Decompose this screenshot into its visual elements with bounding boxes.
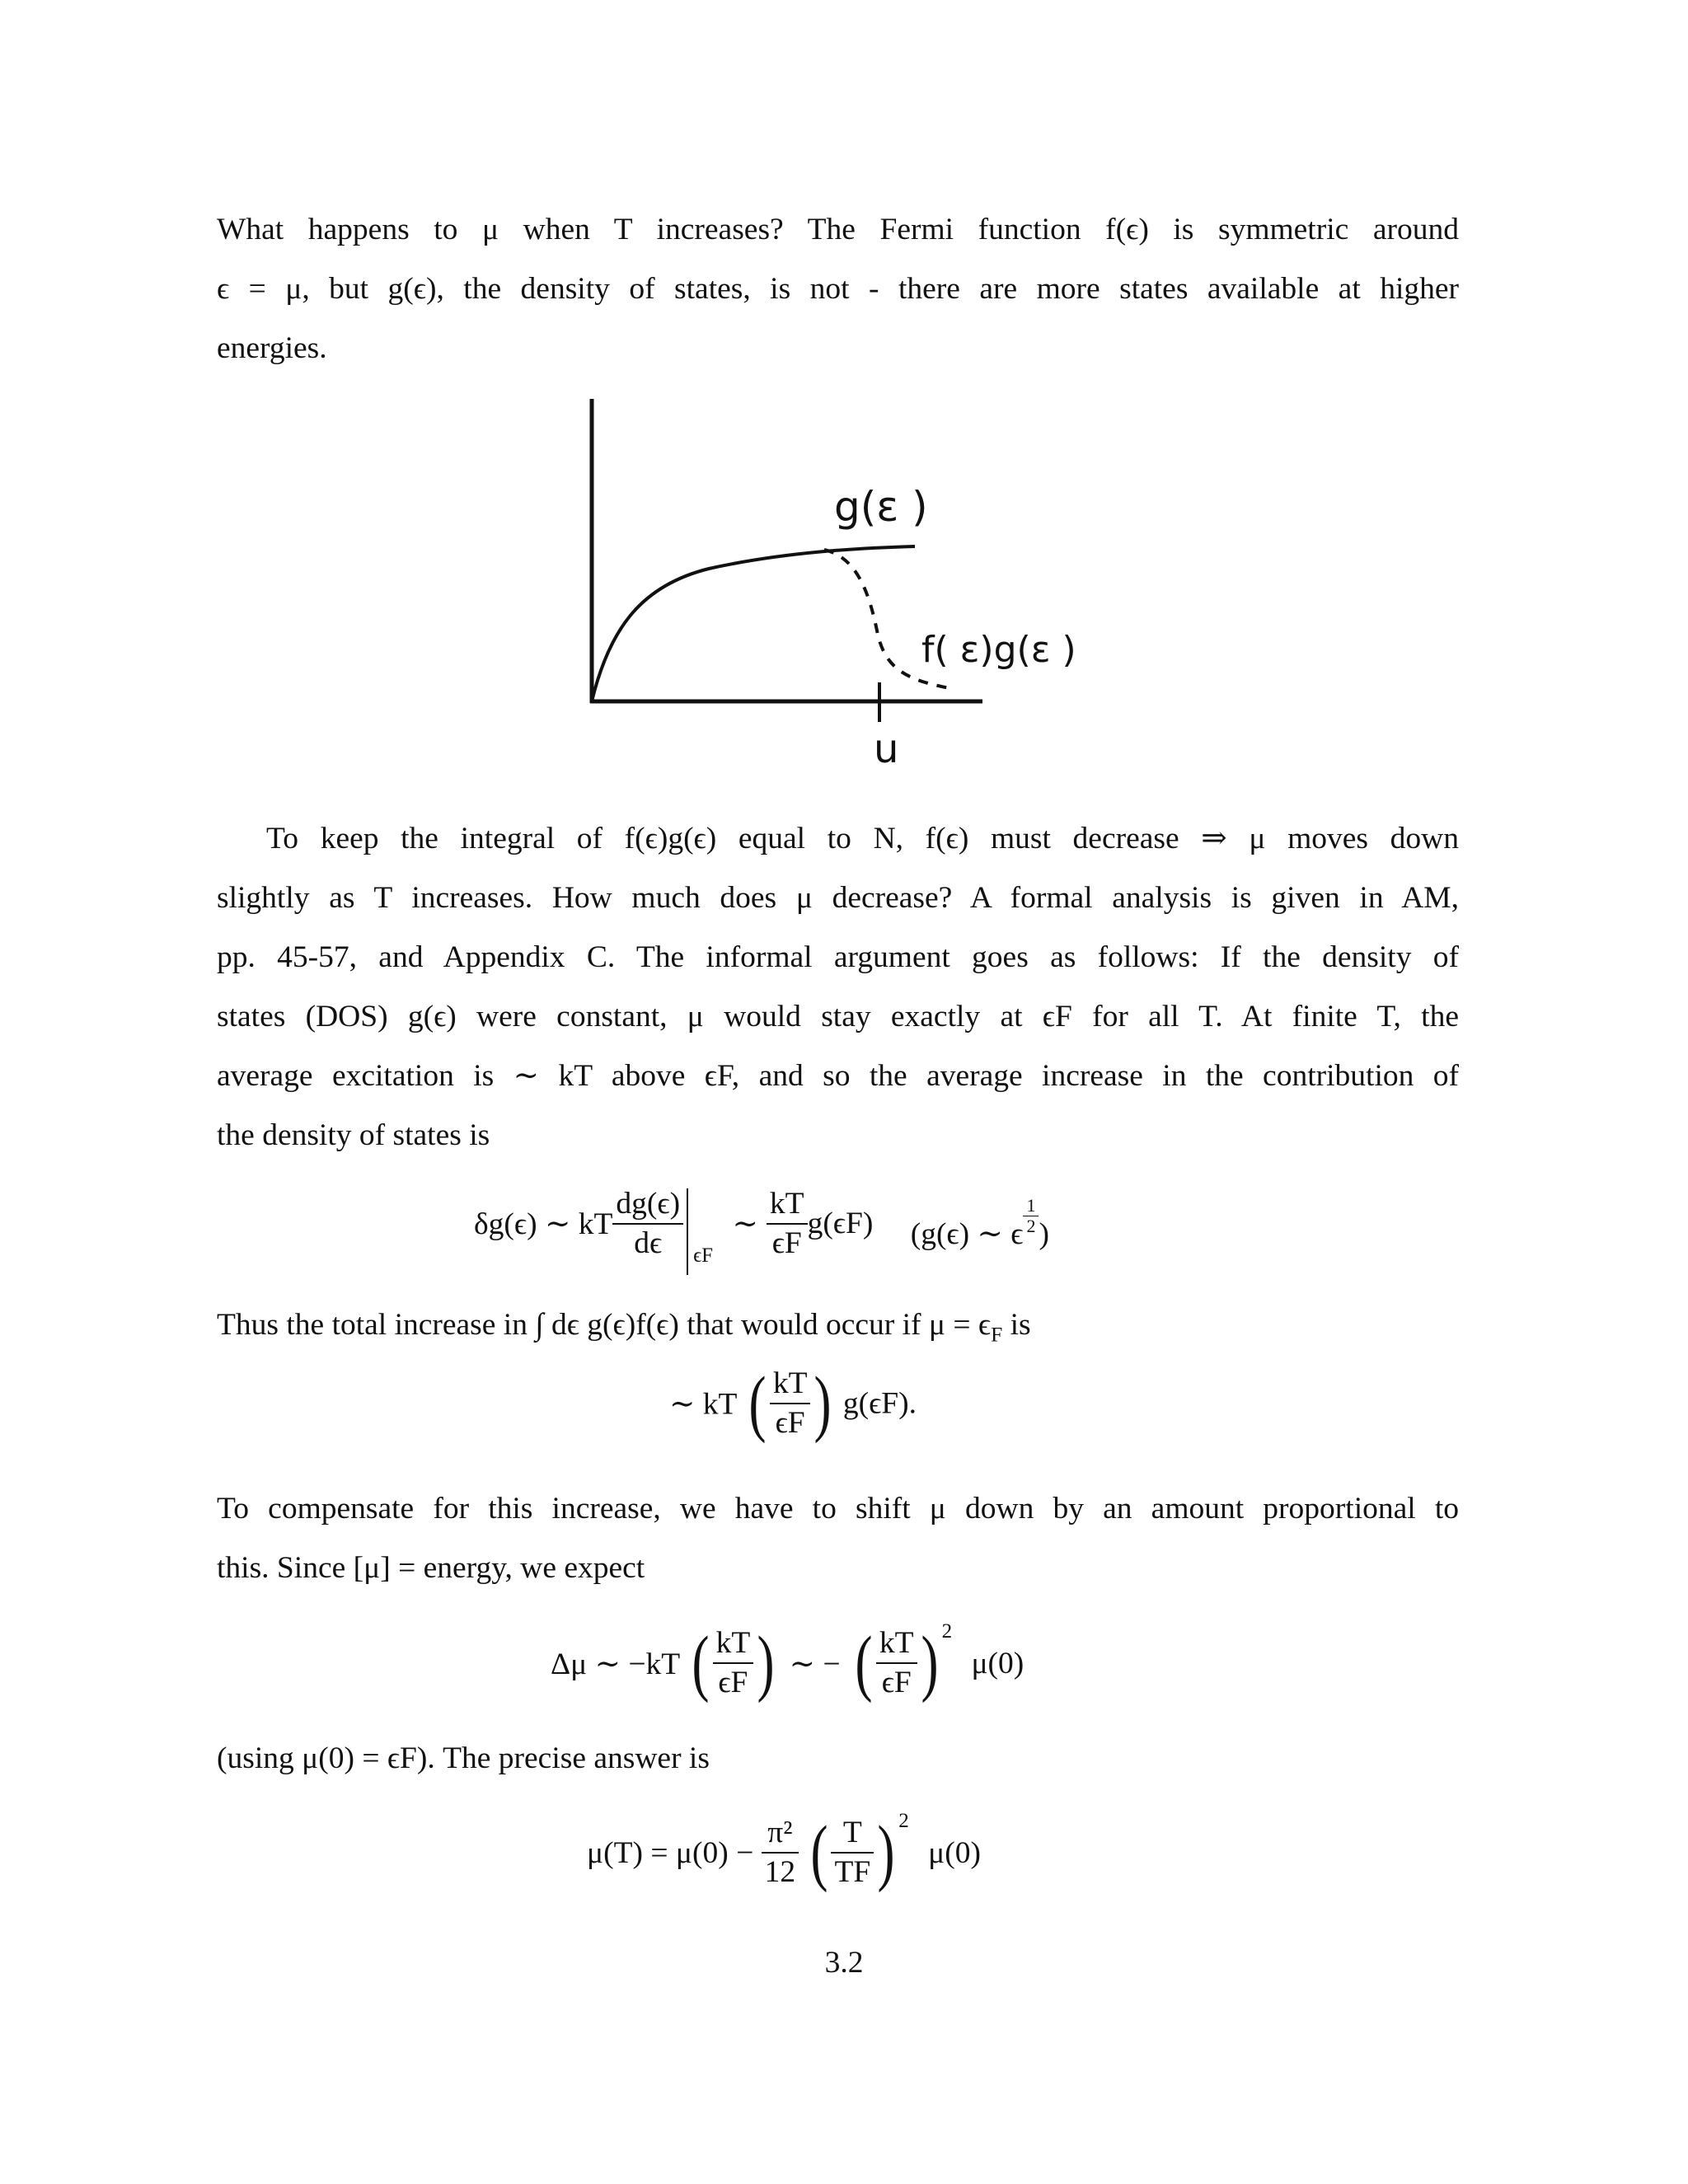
eq1-kden: ϵF xyxy=(771,1226,802,1260)
eq3-rparen: ) xyxy=(757,1622,775,1704)
eq1-note-close: ) xyxy=(1039,1216,1049,1251)
equation-delta-mu xyxy=(551,1620,1024,1702)
eq4-pre: μ(T) = μ(0) − xyxy=(587,1835,754,1870)
eq1-note xyxy=(910,1194,1049,1251)
g-curve xyxy=(592,546,915,701)
eq1-dden: dϵ xyxy=(634,1226,663,1260)
eq4-den: 12 xyxy=(764,1855,796,1890)
g-label: g(ε ) xyxy=(834,483,928,531)
equation-total-increase xyxy=(669,1362,917,1444)
text-line: ϵ = μ, but g(ϵ), the density of states, is not - there are more states available at higher xyxy=(217,272,1459,306)
eval-bar xyxy=(687,1188,688,1275)
eq2-num: kT xyxy=(770,1365,811,1404)
eq3-pre: Δμ ∼ −kT xyxy=(551,1647,681,1681)
para5-text: (using μ(0) = ϵF). The precise answer is xyxy=(217,1741,710,1775)
eq2-pre: ∼ kT xyxy=(669,1387,738,1422)
eq4-rparen: ) xyxy=(877,1811,895,1894)
paragraph-compensate xyxy=(217,1479,1459,1598)
text-line: What happens to μ when T increases? The Fermi function f(ϵ) is symmetric around xyxy=(217,213,1459,246)
eq3-num2: kT xyxy=(876,1624,917,1664)
eq1-tail: g(ϵF) xyxy=(807,1207,874,1240)
eq3-frac2 xyxy=(876,1624,917,1702)
eq3-den2: ϵF xyxy=(881,1666,912,1700)
paragraph-argument xyxy=(217,809,1459,1165)
eq2-rparen: ) xyxy=(814,1362,832,1444)
eq4-num: π² xyxy=(762,1814,799,1854)
eq3-num: kT xyxy=(713,1624,754,1664)
eq4-exp: 2 xyxy=(898,1810,909,1832)
eq1-dnum: dg(ϵ) xyxy=(612,1185,683,1225)
eq4-den2: TF xyxy=(834,1855,871,1890)
text-line: average excitation is ∼ kT above ϵF, and so the average increase in the contribution of xyxy=(217,1059,1459,1093)
eq3-rparen2: ) xyxy=(921,1622,939,1704)
eq3-lparen2: ( xyxy=(855,1622,873,1704)
eq1-eval-sub: ϵF xyxy=(693,1244,714,1268)
eq1-lhs: δg(ϵ) ∼ kT xyxy=(474,1207,613,1241)
text-line: this. Since [μ] = energy, we expect xyxy=(217,1551,645,1585)
mu-label: u xyxy=(874,726,899,772)
eq1-exp xyxy=(1023,1196,1039,1236)
eq4-num2: T xyxy=(831,1814,874,1854)
eq3-lparen: ( xyxy=(692,1622,710,1704)
eq1-kt-frac xyxy=(767,1185,808,1263)
eq3-den: ϵF xyxy=(718,1666,748,1700)
paragraph-total-increase xyxy=(217,1296,1459,1355)
text-line: states (DOS) g(ϵ) were constant, μ would stay exactly at ϵF for all T. At finite T, the xyxy=(217,1000,1459,1033)
eq3-post: μ(0) xyxy=(971,1646,1025,1680)
eq4-post: μ(0) xyxy=(928,1835,981,1870)
para3-sub: F xyxy=(991,1322,1003,1347)
eq1-knum: kT xyxy=(767,1185,808,1225)
eq1-note-text: (g(ϵ) ∼ ϵ xyxy=(910,1216,1024,1251)
text-line: pp. 45-57, and Appendix C. The informal argument goes as follows: If the density of xyxy=(217,940,1459,974)
eq1-exp-den: 2 xyxy=(1026,1215,1036,1236)
para3-text: Thus the total increase in ∫ dϵ g(ϵ)f(ϵ) that would occur if μ = ϵ xyxy=(217,1308,992,1342)
text-line: To keep the integral of f(ϵ)g(ϵ) equal to N, f(ϵ) must decrease ⇒ μ moves down xyxy=(266,822,1459,855)
text-line: the density of states is xyxy=(217,1118,490,1152)
text-line: slightly as T increases. How much does μ decrease? A formal analysis is given in AM, xyxy=(217,881,1459,915)
para3-post: is xyxy=(1002,1308,1031,1342)
eq2-den: ϵF xyxy=(775,1406,805,1440)
eq2-frac xyxy=(770,1365,811,1442)
page-number: 3.2 xyxy=(824,1946,864,1980)
eq2-lparen: ( xyxy=(748,1362,767,1444)
eq3-mid: ∼ − xyxy=(789,1647,841,1681)
equation-delta-g xyxy=(474,1180,1049,1268)
eq4-frac xyxy=(762,1814,799,1891)
paragraph-precise xyxy=(217,1729,1459,1788)
eq1-exp-num: 1 xyxy=(1023,1196,1039,1216)
equation-mu-t xyxy=(587,1810,981,1894)
eq4-frac2 xyxy=(831,1814,874,1891)
fg-label: f( ε)g(ε ) xyxy=(921,629,1076,671)
eq1-sim: ∼ xyxy=(732,1207,758,1241)
text-line: energies. xyxy=(217,331,327,365)
eq4-lparen: ( xyxy=(809,1811,828,1894)
text-line: To compensate for this increase, we have to shift μ down by an amount proportional to xyxy=(217,1492,1459,1526)
eq3-exp: 2 xyxy=(941,1620,953,1643)
eq3-frac xyxy=(713,1624,754,1702)
eq1-derivative xyxy=(612,1185,683,1263)
eq2-post: g(ϵF). xyxy=(842,1386,917,1421)
